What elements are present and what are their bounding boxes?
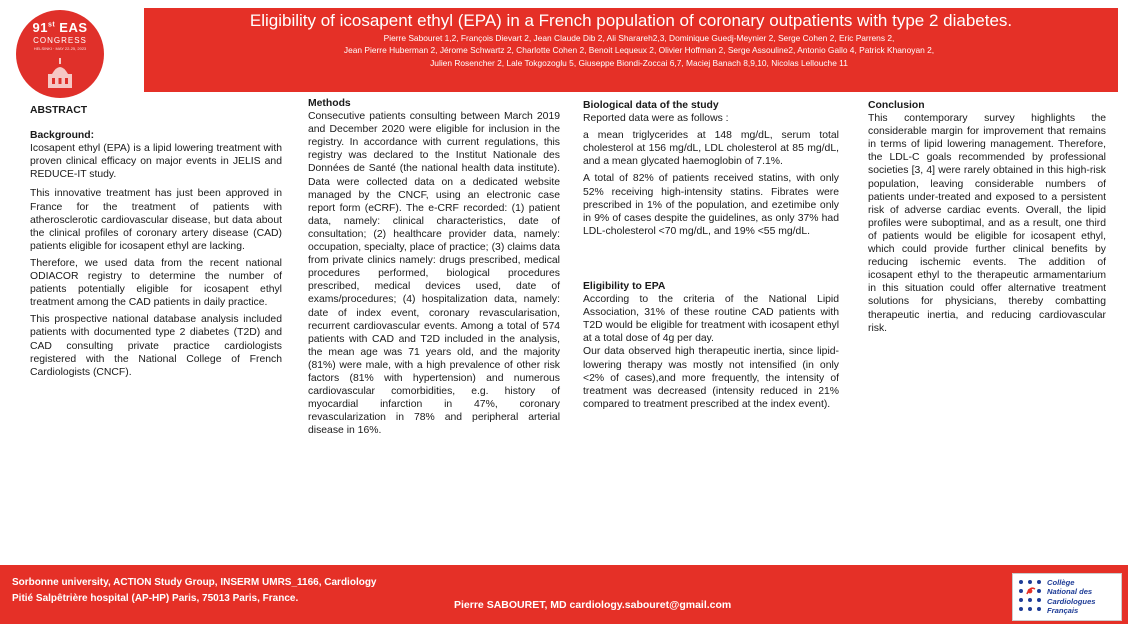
logo-place-date: HELSINKI · MAY 22-25, 2023 — [33, 46, 87, 51]
abstract-paragraph: This prospective national database analysis included patients with documented type 2 diabetes (T2D) and CAD consulting private practice cardiologists registered with the National College of French Cardiologists (CNCF). — [30, 314, 282, 378]
poster-title: Eligibility of icosapent ethyl (EPA) in a French population of coronary outpatients with type 2 diabetes. — [249, 11, 1013, 30]
logo-edition: 91st EAS — [32, 20, 88, 35]
authors-line: Pierre Sabouret 1,2, François Dievart 2, Jean Claude Dib 2, Ali Sharareh2,3, Dominique Guedj-Meynier 2, Serge Cohen 2, Eric Parrens 2, — [383, 33, 895, 43]
title-banner — [144, 8, 1118, 92]
methods-column — [308, 97, 560, 437]
abstract-column — [30, 104, 282, 379]
author-list — [244, 32, 1034, 69]
conclusion-body: This contemporary survey highlights the considerable margin for improvement that remains in terms of lipid lowering management. Therefore, the LDL-C goals recommended by professional societies [3, 4] were rarely obtained in this high-risk population, leaving considerable numbers of patients under-treated and exposed to a persistent risk of adverse cardiac events. Overall, the lipid profiles were suboptimal, and as a result, one third of patients would be eligible for icosapent ethyl, which could provide further clinical benefits by reducing ischemic events. The addition of icosapent ethyl to the therapeutic armamentarium in this situation could offer alternative treatment solutions for physicians, thereby combatting therapeutic inertia, and reducing cardiovascular risk. — [868, 113, 1106, 334]
cncf-logo-text: Collège National des Cardiologues Français — [1047, 578, 1096, 615]
biological-paragraph: a mean triglycerides at 148 mg/dL, serum total cholesterol at 156 mg/dL, LDL cholesterol at 85 mg/dL, and a mean glycated haemoglobin of 7.1%. — [583, 130, 839, 168]
eligibility-paragraph: According to the criteria of the National Lipid Association, 31% of these routine CAD patients with T2D would be eligible for treatment with icosapent ethyl at a total dose of 4g per day. — [583, 294, 839, 345]
biological-paragraph: A total of 82% of patients received statins, with only 52% receiving high-intensity statins. Fibrates were prescribed in 1% of the population, and ezetimibe only in 9% of cases despite the guidelines, as only 37% had LDL-cholesterol <70 mg/dL, and 19% <55 mg/dL. — [583, 173, 839, 237]
abstract-paragraph: Icosapent ethyl (EPA) is a lipid lowering treatment with proven clinical efficacy on major events in JELIS and REDUCE-IT study. — [30, 143, 282, 181]
eligibility-paragraph: Our data observed high therapeutic inertia, since lipid-lowering therapy was mostly not intensified (in only <2% of cases),and more frequently, the intensity of treatment was decreased (intensity reduced in 21% compared to treatment prescribed at the index event). — [583, 346, 839, 410]
cncf-dots-icon — [1017, 578, 1043, 616]
cncf-logo — [1012, 573, 1122, 621]
contact-info: Pierre SABOURET, MD cardiology.sabouret@gmail.com — [454, 599, 732, 611]
cathedral-icon — [44, 58, 76, 88]
authors-line: Julien Rosencher 2, Lale Tokgozoglu 5, Giuseppe Biondi-Zoccai 6,7, Maciej Banach 8,9,10, Nicolas Lellouche 11 — [430, 57, 848, 68]
authors-line: Jean Pierre Huberman 2, Jérome Schwartz 2, Charlotte Cohen 2, Benoit Lequeux 2, Olivier Hoffman 2, Serge Assouline2, Antonio Gallo 4, Patrick Khanoyan 2, — [343, 45, 935, 56]
conclusion-heading: Conclusion — [868, 100, 925, 111]
eligibility-heading: Eligibility to EPA — [583, 280, 666, 292]
conclusion-column — [868, 99, 1106, 335]
abstract-heading: ABSTRACT — [30, 105, 88, 116]
affiliation-line: Sorbonne university, ACTION Study Group, INSERM UMRS_1166, Cardiology — [12, 577, 377, 588]
results-column — [583, 99, 839, 411]
congress-logo — [16, 10, 104, 98]
methods-heading: Methods — [308, 98, 351, 109]
methods-body: Consecutive patients consulting between March 2019 and December 2020 were eligible for inclusion in the registry. In accordance with current regulations, this registry was declared to the Institut Nationale des Données de Santé (the national health data institute). Data were collected data on a dedicated website managed by the CNCF, using an electronic case report form (eCRF). The e-CRF recorded: (1) patient data, namely: clinical characteristics, date of consultation; (2) healthcare provider data, namely: occupation, specialty, place of practice; (3) claims data from private clinics namely: drugs prescribed, medical procedures performed, biological procedures prescribed, medical devices used, date of exams/procedures; (4) hospitalization data, namely: date of index event, coronary revascularisation, recurrent cardiovascular events. Among a total of 574 patients with CAD and T2D included in the analysis, the mean age was 71 years old, and the majority (81%) were male, with a high prevalence of other risk factors (81% with hypertension) and numerous cardiovascular comorbidities, e.g. history of myocardial infarction in 47%, coronary revascularization in 78% and peripheral arterial disease in 16%. — [308, 111, 560, 437]
abstract-paragraph: This innovative treatment has just been approved in France for the treatment of patients with atherosclerotic cardiovascular disease, but data about the clinical profiles of coronary artery disease (CAD) patients eligible for icosapent ethyl are lacking. — [30, 188, 282, 252]
footer-bar — [0, 565, 1128, 624]
abstract-paragraph: Therefore, we used data from the recent national ODIACOR registry to determine the number of patients potentially eligible for icosapent ethyl treatment among the CAD patients in daily practice. — [30, 257, 282, 309]
background-heading: Background: — [30, 130, 95, 142]
affiliation-line: Pitié Salpêtrière hospital (AP-HP) Paris, 75013 Paris, France. — [12, 593, 299, 604]
biological-intro: Reported data were as follows : — [583, 113, 729, 125]
logo-word: CONGRESS — [33, 36, 87, 45]
biological-heading: Biological data of the study — [583, 100, 719, 111]
